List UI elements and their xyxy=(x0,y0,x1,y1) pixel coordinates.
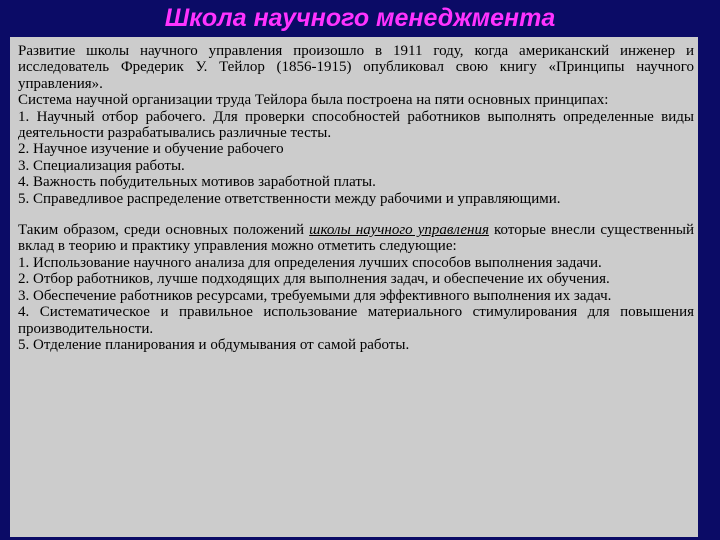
scientific-management-link[interactable]: школы научного управления xyxy=(309,222,489,239)
principle-3: 3. Специализация работы. xyxy=(18,157,185,174)
position-5: 5. Отделение планирования и обдумывания от самой работы. xyxy=(18,336,410,353)
paragraph-gap xyxy=(18,207,694,222)
content-panel xyxy=(10,37,698,537)
system-paragraph: Система научной организации труда Тейлора была построена на пяти основных принципах: xyxy=(18,92,609,109)
position-1: 1. Использование научного анализа для определения лучших способов выполнения задачи. xyxy=(18,254,602,271)
slide-title: Школа научного менеджмента xyxy=(164,4,556,32)
position-4: 4. Систематическое и правильное использование материального стимулирования для повышения производительности. xyxy=(18,304,694,337)
summary-text-before: Таким образом, среди основных положений xyxy=(18,222,310,239)
principle-1: 1. Научный отбор рабочего. Для проверки способностей работников выполнять определенные виды деятельности разрабатывались различные тесты. xyxy=(18,108,694,142)
principle-4: 4. Важность побудительных мотивов заработной платы. xyxy=(18,174,376,191)
position-3: 3. Обеспечение работников ресурсами, требуемыми для эффективного выполнения их задач. xyxy=(18,287,612,304)
principle-5: 5. Справедливое распределение ответственности между рабочими и управляющими. xyxy=(18,190,561,207)
position-2: 2. Отбор работников, лучше подходящих для выполнения задач, и обеспечение их обучения. xyxy=(18,271,610,288)
summary-text-after: которые внесли существенный вклад в теорию и практику управления можно отметить следующие: xyxy=(18,222,694,255)
summary-paragraph xyxy=(18,222,694,255)
principle-2: 2. Научное изучение и обучение рабочего xyxy=(18,141,284,158)
intro-paragraph: Развитие школы научного управления произошло в 1911 году, когда американский инженер и исследователь Фредерик У. Тейлор (1856-1915) опубликовал свою книгу «Принципы научного управления». xyxy=(18,43,694,92)
